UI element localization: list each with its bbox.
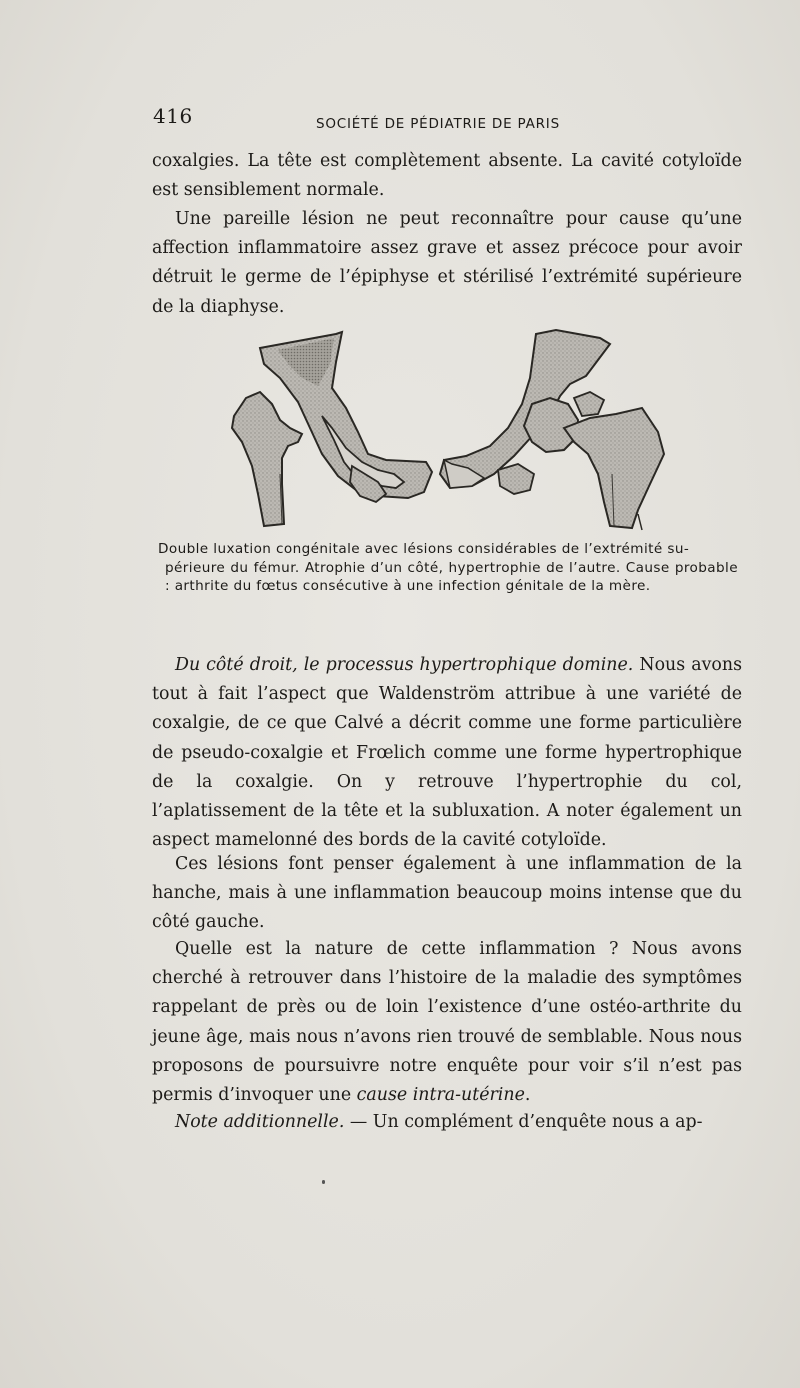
paragraph-note: [152, 1108, 742, 1137]
right-femur: [564, 408, 664, 528]
paragraph-right-side-lead: Du côté droit, le processus hypertrophique domine.: [175, 655, 634, 675]
figure-caption-line1: Double luxation congénitale avec lésions considérables de l’extrémité su-: [158, 541, 690, 557]
paragraph-note-lead: Note additionnelle.: [175, 1112, 345, 1132]
paragraph-lesion-text: Une pareille lésion ne peut reconnaître pour cause qu’une affection inflammatoire assez grave et assez précoce pour avoir détruit le germe de l’épiphyse et stérilisé l’extrémité supérieure de la diaphyse.: [152, 209, 742, 317]
paragraph-nature: [152, 935, 742, 1110]
page-number: 416: [153, 104, 193, 128]
paragraph-inflammation-text: Ces lésions font penser également à une inflammation de la hanche, mais à une inflammation beaucoup moins intense que du côté gauche.: [152, 854, 742, 933]
paragraph-note-text: — Un complément d’enquête nous a ap-: [344, 1112, 703, 1132]
paragraph-right-side: [152, 651, 742, 855]
ink-speck: [322, 1180, 325, 1184]
page-header: [153, 104, 749, 130]
figure-caption: [158, 540, 738, 596]
paragraph-nature-italic: cause intra-utérine: [356, 1085, 525, 1106]
left-femur: [232, 392, 302, 526]
paragraph-nature-text: Quelle est la nature de cette inflammation ? Nous avons cherché à retrouver dans l’histoire de la maladie des symptômes rappelant de près ou de loin l’existence d’une ostéo-arthrite du jeune âge, mais nous n’avons rien trouvé de semblable. Nous nous proposons de poursuivre notre enquête pour voir s’il n’est pas permis d’invoquer une: [152, 939, 742, 1106]
running-title: SOCIÉTÉ DE PÉDIATRIE DE PARIS: [316, 116, 560, 132]
paragraph-right-side-text: Nous avons tout à fait l’aspect que Waldenström attribue à une variété de coxalgie, de ce que Calvé a décrit comme une forme particulière de pseudo-coxalgie et Frœlich comme une forme hypertrophique de la coxalgie. On y retrouve l’hypertrophie du col, l’aplatissement de la tête et la subluxation. A noter également un aspect mamelonné des bords de la cavité cotyloïde.: [152, 655, 742, 851]
figure-caption-rest: périeure du fémur. Atrophie d’un côté, hypertrophie de l’autre. Cause probable : arthrite du fœtus consécutive à une infection génitale de la mère.: [165, 559, 738, 595]
paragraph-continuation: coxalgies. La tête est complètement absente. La cavité cotyloïde est sensiblement normale.: [152, 151, 742, 201]
paragraph-lesion: [152, 205, 742, 322]
paragraph-nature-end: .: [524, 1085, 531, 1106]
hip-dislocation-figure: [218, 324, 678, 534]
paragraph-inflammation: [152, 850, 742, 938]
